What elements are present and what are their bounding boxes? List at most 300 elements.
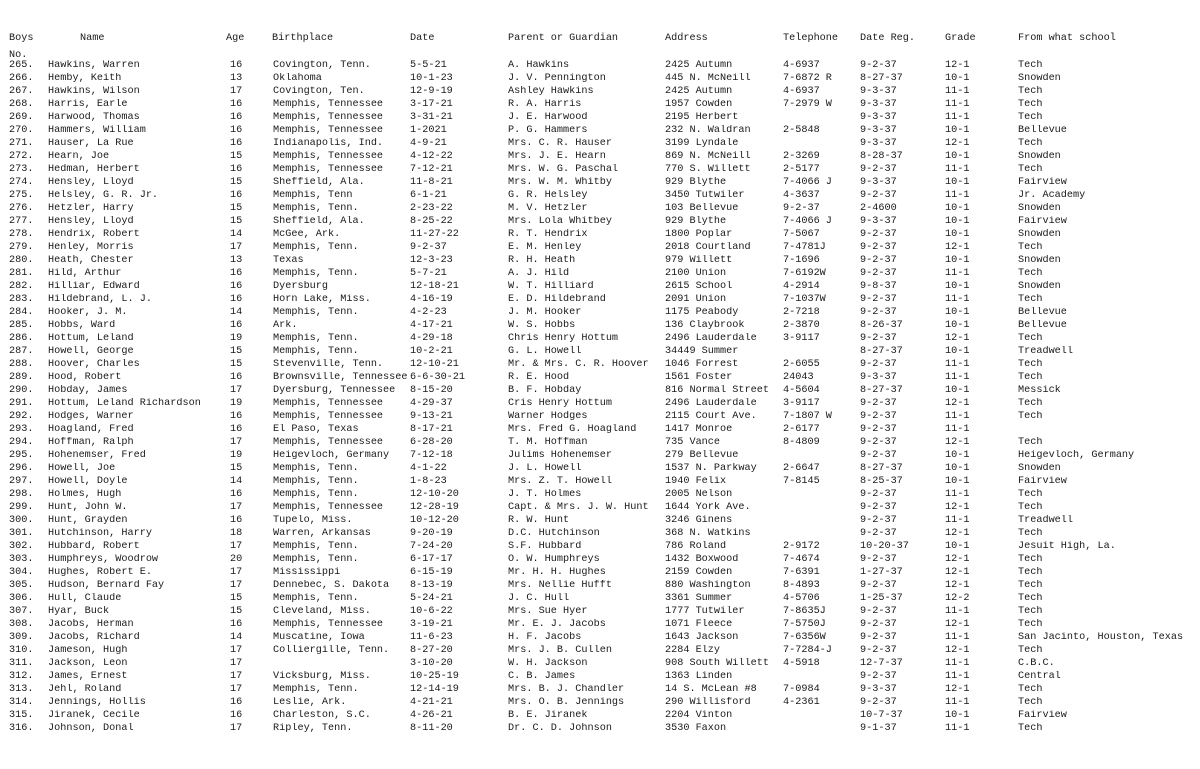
address: 1644 York Ave. [665,502,751,513]
header-date-reg: Date Reg. [860,33,916,44]
date-registered: 9-2-37 [860,190,897,201]
parent-guardian: W. H. Jackson [508,658,588,669]
telephone: 7-8635J [783,606,826,617]
telephone: 7-1037W [783,294,826,305]
date-registered: 9-2-37 [860,359,897,370]
address: 979 Willett [665,255,733,266]
address: 103 Bellevue [665,203,739,214]
parent-guardian: B. E. Jiranek [508,710,588,721]
telephone: 4-5604 [783,385,820,396]
address: 786 Roland [665,541,727,552]
date-registered: 8-28-37 [860,151,903,162]
date-registered: 9-3-37 [860,216,897,227]
age: 16 [230,411,243,422]
telephone: 7-1807 W [783,411,832,422]
previous-school: C.B.C. [1018,658,1055,669]
telephone: 4-6937 [783,86,820,97]
student-name: Hunt, John W. [48,502,128,513]
birth-date: 10-25-19 [410,671,459,682]
grade: 10-1 [945,255,970,266]
birth-date: 3-17-21 [410,99,453,110]
birth-date: 8-25-22 [410,216,453,227]
row-number: 303. [9,554,34,565]
parent-guardian: E. D. Hildebrand [508,294,606,305]
parent-guardian: S.F. Hubbard [508,541,582,552]
table-row [0,359,1200,372]
age: 16 [230,515,243,526]
address: 770 S. Willett [665,164,751,175]
table-row [0,450,1200,463]
birthplace: Memphis, Tenn [273,190,353,201]
previous-school: Snowden [1018,281,1061,292]
parent-guardian: D.C. Hutchinson [508,528,600,539]
previous-school: Heigevloch, Germany [1018,450,1135,461]
age: 15 [230,463,243,474]
birth-date: 9-2-37 [410,242,447,253]
student-name: Hedman, Herbert [48,164,140,175]
row-number: 298. [9,489,34,500]
telephone: 7-4674 [783,554,820,565]
row-number: 274. [9,177,34,188]
birthplace: Memphis, Tennessee [273,437,384,448]
row-number: 292. [9,411,34,422]
row-number: 304. [9,567,34,578]
row-number: 267. [9,86,34,97]
row-number: 286. [9,333,34,344]
parent-guardian: G. L. Howell [508,346,582,357]
birthplace: Leslie, Ark. [273,697,347,708]
student-name: Holmes, Hugh [48,489,122,500]
address: 2005 Nelson [665,489,733,500]
row-number: 270. [9,125,34,136]
address: 1046 Forrest [665,359,739,370]
telephone: 7-4781J [783,242,826,253]
date-registered: 9-2-37 [860,580,897,591]
telephone: 4-2914 [783,281,820,292]
row-number: 306. [9,593,34,604]
date-registered: 9-8-37 [860,281,897,292]
address: 929 Blythe [665,177,727,188]
telephone: 2-3269 [783,151,820,162]
age: 15 [230,346,243,357]
grade: 10-1 [945,229,970,240]
birthplace: Stevenville, Tenn. [273,359,384,370]
birth-date: 4-1-22 [410,463,447,474]
birth-date: 12-14-19 [410,684,459,695]
previous-school: Tech [1018,723,1043,734]
table-row [0,255,1200,268]
table-row [0,151,1200,164]
student-name: Hemby, Keith [48,73,122,84]
table-row [0,242,1200,255]
parent-guardian: C. B. James [508,671,576,682]
table-row [0,580,1200,593]
table-row [0,424,1200,437]
address: 1643 Jackson [665,632,739,643]
previous-school: Tech [1018,294,1043,305]
previous-school: Tech [1018,567,1043,578]
age: 16 [230,710,243,721]
birth-date: 7-24-20 [410,541,453,552]
parent-guardian: J. C. Hull [508,593,570,604]
telephone: 24043 [783,372,814,383]
address: 880 Washington [665,580,751,591]
date-registered: 8-27-37 [860,385,903,396]
birth-date: 3-19-21 [410,619,453,630]
student-name: Hendrix, Robert [48,229,140,240]
row-number: 307. [9,606,34,617]
birth-date: 8-13-19 [410,580,453,591]
birth-date: 8-27-20 [410,645,453,656]
parent-guardian: Warner Hodges [508,411,588,422]
student-name: Jackson, Leon [48,658,128,669]
date-registered: 9-2-37 [860,515,897,526]
telephone: 4-5706 [783,593,820,604]
parent-guardian: R. A. Harris [508,99,582,110]
row-number: 288. [9,359,34,370]
grade: 10-1 [945,203,970,214]
date-registered: 9-3-37 [860,125,897,136]
header-birthplace: Birthplace [272,33,334,44]
table-row [0,320,1200,333]
parent-guardian: Mrs. Sue Hyer [508,606,588,617]
student-name: Hudson, Bernard Fay [48,580,165,591]
header-grade: Grade [945,33,976,44]
address: 735 Vance [665,437,721,448]
student-name: Helsley, G. R. Jr. [48,190,159,201]
table-row [0,723,1200,736]
age: 17 [230,671,243,682]
grade: 10-1 [945,125,970,136]
previous-school: Fairview [1018,710,1067,721]
parent-guardian: W. S. Hobbs [508,320,576,331]
table-row [0,398,1200,411]
birthplace: Memphis, Tennessee [273,99,384,110]
parent-guardian: Mrs. Lola Whitbey [508,216,612,227]
parent-guardian: Mrs. W. M. Whitby [508,177,612,188]
date-registered: 9-2-37 [860,307,897,318]
row-number: 296. [9,463,34,474]
previous-school: Tech [1018,359,1043,370]
student-name: Humphreys, Woodrow [48,554,159,565]
birth-date: 4-21-21 [410,697,453,708]
birthplace: Colliergille, Tenn. [273,645,390,656]
grade: 10-1 [945,450,970,461]
birthplace: Warren, Arkansas [273,528,371,539]
birth-date: 5-24-21 [410,593,453,604]
parent-guardian: Dr. C. D. Johnson [508,723,612,734]
table-row [0,645,1200,658]
birthplace: Memphis, Tenn. [273,307,359,318]
date-registered: 9-2-37 [860,528,897,539]
parent-guardian: G. R. Helsley [508,190,588,201]
birth-date: 8-17-21 [410,424,453,435]
birth-date: 10-1-23 [410,73,453,84]
student-name: Hobday, James [48,385,128,396]
previous-school: Bellevue [1018,125,1067,136]
row-number: 282. [9,281,34,292]
birth-date: 5-7-21 [410,268,447,279]
birthplace: Memphis, Tenn. [273,476,359,487]
telephone: 9-2-37 [783,203,820,214]
grade: 11-1 [945,86,970,97]
birth-date: 11-8-21 [410,177,453,188]
address: 2615 School [665,281,733,292]
register-rows [0,60,1200,736]
row-number: 283. [9,294,34,305]
previous-school: Messick [1018,385,1061,396]
age: 13 [230,255,243,266]
student-name: Hobbs, Ward [48,320,116,331]
grade: 12-1 [945,619,970,630]
birthplace: Memphis, Tenn. [273,203,359,214]
birth-date: 7-12-21 [410,164,453,175]
birthplace: Memphis, Tenn. [273,333,359,344]
grade: 11-1 [945,294,970,305]
address: 2496 Lauderdale [665,398,757,409]
date-registered: 8-27-37 [860,346,903,357]
telephone: 3-9117 [783,398,820,409]
telephone: 7-0984 [783,684,820,695]
student-name: Hottum, Leland Richardson [48,398,201,409]
birthplace: Covington, Ten. [273,86,365,97]
previous-school: Central [1018,671,1061,682]
parent-guardian: E. M. Henley [508,242,582,253]
student-name: Hammers, William [48,125,146,136]
birth-date: 4-16-19 [410,294,453,305]
student-name: Hughes, Robert E. [48,567,152,578]
student-name: Hild, Arthur [48,268,122,279]
student-name: Hottum, Leland [48,333,134,344]
table-row [0,125,1200,138]
grade: 12-1 [945,437,970,448]
telephone: 2-9172 [783,541,820,552]
table-row [0,73,1200,86]
address: 1071 Fleece [665,619,733,630]
student-name: Hawkins, Warren [48,60,140,71]
grade: 11-1 [945,411,970,422]
date-registered: 9-2-37 [860,450,897,461]
telephone: 7-1696 [783,255,820,266]
birth-date: 10-12-20 [410,515,459,526]
date-registered: 9-2-37 [860,411,897,422]
date-registered: 9-2-37 [860,671,897,682]
date-registered: 9-3-37 [860,138,897,149]
previous-school: Bellevue [1018,307,1067,318]
row-number: 302. [9,541,34,552]
address: 3246 Ginens [665,515,733,526]
date-registered: 9-2-37 [860,333,897,344]
age: 18 [230,528,243,539]
birth-date: 6-17-17 [410,554,453,565]
date-registered: 1-27-37 [860,567,903,578]
row-number: 313. [9,684,34,695]
table-row [0,86,1200,99]
header-boys: Boys [9,33,34,44]
previous-school: Tech [1018,372,1043,383]
previous-school: Snowden [1018,255,1061,266]
previous-school: Jesuit High, La. [1018,541,1116,552]
parent-guardian: Mrs. C. R. Hauser [508,138,612,149]
telephone: 7-7284-J [783,645,832,656]
student-name: Hohenemser, Fred [48,450,146,461]
age: 17 [230,86,243,97]
address: 3450 Tutwiler [665,190,745,201]
previous-school: Tech [1018,411,1043,422]
student-name: Hubbard, Robert [48,541,140,552]
parent-guardian: Mrs. J. B. Cullen [508,645,612,656]
birthplace: Brownsville, Tennessee [273,372,408,383]
row-number: 277. [9,216,34,227]
previous-school: Tech [1018,333,1043,344]
student-name: Hensley, Lloyd [48,216,134,227]
grade: 12-2 [945,593,970,604]
date-registered: 8-27-37 [860,463,903,474]
table-row [0,515,1200,528]
table-row [0,593,1200,606]
age: 17 [230,658,243,669]
student-name: Hetzler, Harry [48,203,134,214]
telephone: 7-8145 [783,476,820,487]
age: 17 [230,567,243,578]
grade: 11-1 [945,606,970,617]
grade: 10-1 [945,463,970,474]
date-registered: 9-2-37 [860,60,897,71]
address: 2496 Lauderdale [665,333,757,344]
table-row [0,268,1200,281]
previous-school: Tech [1018,489,1043,500]
student-name: Hoagland, Fred [48,424,134,435]
birth-date: 3-31-21 [410,112,453,123]
grade: 12-1 [945,60,970,71]
previous-school: Tech [1018,437,1043,448]
parent-guardian: J. E. Harwood [508,112,588,123]
address: 232 N. Waldran [665,125,751,136]
row-number: 295. [9,450,34,461]
address: 3199 Lyndale [665,138,739,149]
student-name: Harris, Earle [48,99,128,110]
age: 17 [230,645,243,656]
address: 290 Willisford [665,697,751,708]
age: 14 [230,307,243,318]
grade: 10-1 [945,216,970,227]
date-registered: 9-2-37 [860,437,897,448]
age: 15 [230,177,243,188]
date-registered: 1-25-37 [860,593,903,604]
age: 19 [230,398,243,409]
previous-school: Tech [1018,593,1043,604]
birthplace: Sheffield, Ala. [273,216,365,227]
row-number: 275. [9,190,34,201]
parent-guardian: Mrs. W. G. Paschal [508,164,619,175]
date-registered: 12-7-37 [860,658,903,669]
student-name: Hull, Claude [48,593,122,604]
date-registered: 8-25-37 [860,476,903,487]
parent-guardian: J. T. Holmes [508,489,582,500]
age: 16 [230,424,243,435]
age: 17 [230,541,243,552]
birthplace: Memphis, Tenn. [273,346,359,357]
birthplace: Memphis, Tennessee [273,151,384,162]
table-row [0,307,1200,320]
birth-date: 4-9-21 [410,138,447,149]
date-registered: 9-2-37 [860,606,897,617]
birthplace: Vicksburg, Miss. [273,671,371,682]
row-number: 305. [9,580,34,591]
student-name: Jacobs, Richard [48,632,140,643]
telephone: 3-9117 [783,333,820,344]
grade: 11-1 [945,697,970,708]
student-name: Heath, Chester [48,255,134,266]
student-name: Hauser, La Rue [48,138,134,149]
grade: 12-1 [945,580,970,591]
previous-school: Snowden [1018,229,1061,240]
age: 16 [230,125,243,136]
parent-guardian: Capt. & Mrs. J. W. Hunt [508,502,649,513]
parent-guardian: M. V. Hetzler [508,203,588,214]
table-row [0,710,1200,723]
age: 16 [230,268,243,279]
address: 279 Bellevue [665,450,739,461]
previous-school: Snowden [1018,151,1061,162]
birth-date: 12-10-21 [410,359,459,370]
previous-school: Treadwell [1018,515,1074,526]
age: 16 [230,60,243,71]
telephone: 7-6391 [783,567,820,578]
grade: 11-1 [945,515,970,526]
header-name: Name [80,33,105,44]
age: 16 [230,619,243,630]
birth-date: 4-2-23 [410,307,447,318]
parent-guardian: R. T. Hendrix [508,229,588,240]
age: 16 [230,190,243,201]
parent-guardian: Mr. & Mrs. C. R. Hoover [508,359,649,370]
birthplace: El Paso, Texas [273,424,359,435]
grade: 10-1 [945,177,970,188]
student-name: Harwood, Thomas [48,112,140,123]
row-number: 289. [9,372,34,383]
age: 19 [230,450,243,461]
table-row [0,671,1200,684]
row-number: 281. [9,268,34,279]
grade: 10-1 [945,320,970,331]
birth-date: 6-1-21 [410,190,447,201]
date-registered: 9-2-37 [860,489,897,500]
grade: 12-1 [945,684,970,695]
age: 20 [230,554,243,565]
birth-date: 4-26-21 [410,710,453,721]
previous-school: Tech [1018,164,1043,175]
grade: 11-1 [945,632,970,643]
address: 2425 Autumn [665,86,733,97]
age: 14 [230,632,243,643]
telephone: 8-4809 [783,437,820,448]
birth-date: 8-15-20 [410,385,453,396]
birthplace: Ark. [273,320,298,331]
birthplace: Memphis, Tennessee [273,411,384,422]
birthplace: Charleston, S.C. [273,710,371,721]
row-number: 291. [9,398,34,409]
parent-guardian: J. M. Hooker [508,307,582,318]
previous-school: Tech [1018,242,1043,253]
telephone: 4-5918 [783,658,820,669]
table-row [0,476,1200,489]
student-name: Hilliar, Edward [48,281,140,292]
column-headers [0,33,1200,47]
grade: 10-1 [945,151,970,162]
birthplace: Memphis, Tenn. [273,268,359,279]
student-name: Hutchinson, Harry [48,528,152,539]
